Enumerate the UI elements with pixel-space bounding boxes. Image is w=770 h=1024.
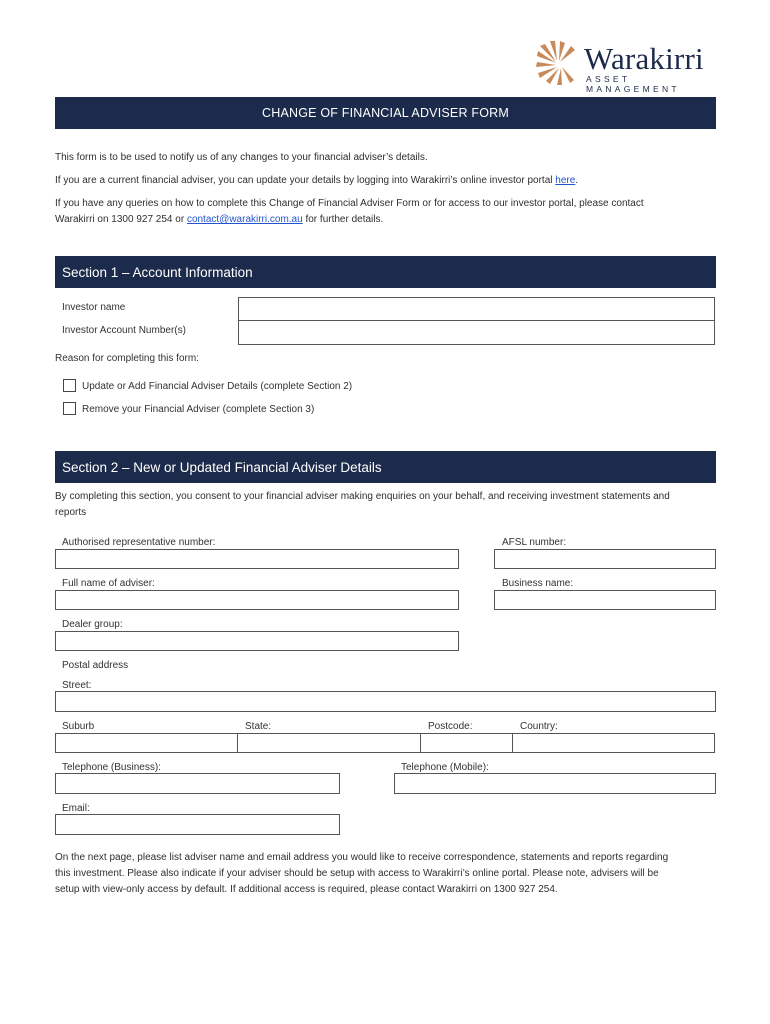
afsl-field[interactable] [494, 549, 716, 569]
remove-adviser-option-label: Remove your Financial Adviser (complete Section 3) [82, 404, 315, 415]
section-1-header [55, 256, 716, 288]
business-name-label: Business name: [502, 578, 574, 589]
update-adviser-checkbox[interactable] [63, 379, 76, 392]
tel-mobile-field[interactable] [394, 773, 716, 794]
email-field[interactable] [55, 814, 340, 835]
consent-line-2: reports [55, 507, 87, 518]
sunburst-logo-icon [536, 40, 582, 86]
intro-p3-end: for further details. [302, 214, 384, 225]
intro-p3-line1: If you have any queries on how to complete this Change of Financial Adviser Form or for access to our investor portal, please contact [55, 198, 644, 209]
contact-email-link[interactable]: contact@warakirri.com.au [186, 214, 303, 225]
intro-paragraph-1: This form is to be used to notify us of any changes to your financial adviser’s details. [55, 152, 428, 163]
next-page-note [55, 850, 755, 898]
auth-rep-field[interactable] [55, 549, 459, 569]
note-line-1: On the next page, please list adviser name and email address you would like to receive correspondence, statements and reports regarding [55, 852, 669, 863]
postcode-field[interactable] [421, 733, 513, 753]
intro-p2-text: If you are a current financial adviser, you can update your details by logging into Warakirri’s online investor portal [55, 175, 556, 186]
adviser-full-name-field[interactable] [55, 590, 459, 610]
intro-paragraph-3 [55, 196, 735, 228]
street-field[interactable] [55, 691, 716, 712]
tel-mobile-label: Telephone (Mobile): [401, 762, 489, 773]
suburb-label: Suburb [62, 721, 95, 732]
consent-line-1: By completing this section, you consent to your financial adviser making enquiries on your behalf, and receiving investment statements and [55, 491, 670, 502]
reason-label: Reason for completing this form: [55, 353, 199, 364]
tel-business-label: Telephone (Business): [62, 762, 161, 773]
consent-text [55, 489, 745, 521]
brand-subtitle: ASSET MANAGEMENT [586, 74, 680, 94]
note-line-2: this investment. Please also indicate if your adviser should be setup with access to Warakirri’s online portal. Please note, advisers will be [55, 868, 659, 879]
intro-p3-line2 [55, 212, 735, 228]
dealer-group-field[interactable] [55, 631, 459, 651]
portal-here-link[interactable]: here [555, 175, 576, 186]
account-number-label: Investor Account Number(s) [62, 325, 186, 336]
adviser-full-name-label: Full name of adviser: [62, 578, 155, 589]
postcode-label: Postcode: [428, 721, 473, 732]
update-adviser-option-label: Update or Add Financial Adviser Details (complete Section 2) [82, 381, 353, 392]
afsl-label: AFSL number: [502, 537, 567, 548]
postal-address-label: Postal address [62, 660, 129, 671]
dealer-group-label: Dealer group: [62, 619, 123, 630]
intro-p2-end: . [575, 175, 579, 186]
email-label: Email: [62, 803, 90, 814]
auth-rep-label: Authorised representative number: [62, 537, 216, 548]
brand-name: Warakirri [584, 41, 704, 76]
country-label: Country: [520, 721, 558, 732]
state-field[interactable] [238, 733, 421, 753]
tel-business-field[interactable] [55, 773, 340, 794]
suburb-field[interactable] [55, 733, 238, 753]
section-1-title: Section 1 – Account Information [62, 264, 253, 280]
form-title-bar [55, 97, 716, 129]
section-2-title: Section 2 – New or Updated Financial Adviser Details [62, 459, 382, 475]
brand-logo [536, 40, 716, 94]
street-label: Street: [62, 680, 92, 691]
investor-name-label: Investor name [62, 302, 126, 313]
form-title: CHANGE OF FINANCIAL ADVISER FORM [262, 106, 509, 120]
account-number-field[interactable] [238, 320, 715, 345]
section-2-header [55, 451, 716, 483]
business-name-field[interactable] [494, 590, 716, 610]
investor-name-field[interactable] [238, 297, 715, 321]
country-field[interactable] [513, 733, 715, 753]
remove-adviser-checkbox[interactable] [63, 402, 76, 415]
intro-paragraph-2 [55, 173, 716, 189]
note-line-3: setup with view-only access by default. If additional access is required, please contact Warakirri on 1300 927 254. [55, 884, 558, 895]
intro-p3-text: Warakirri on 1300 927 254 or [55, 214, 187, 225]
state-label: State: [245, 721, 272, 732]
